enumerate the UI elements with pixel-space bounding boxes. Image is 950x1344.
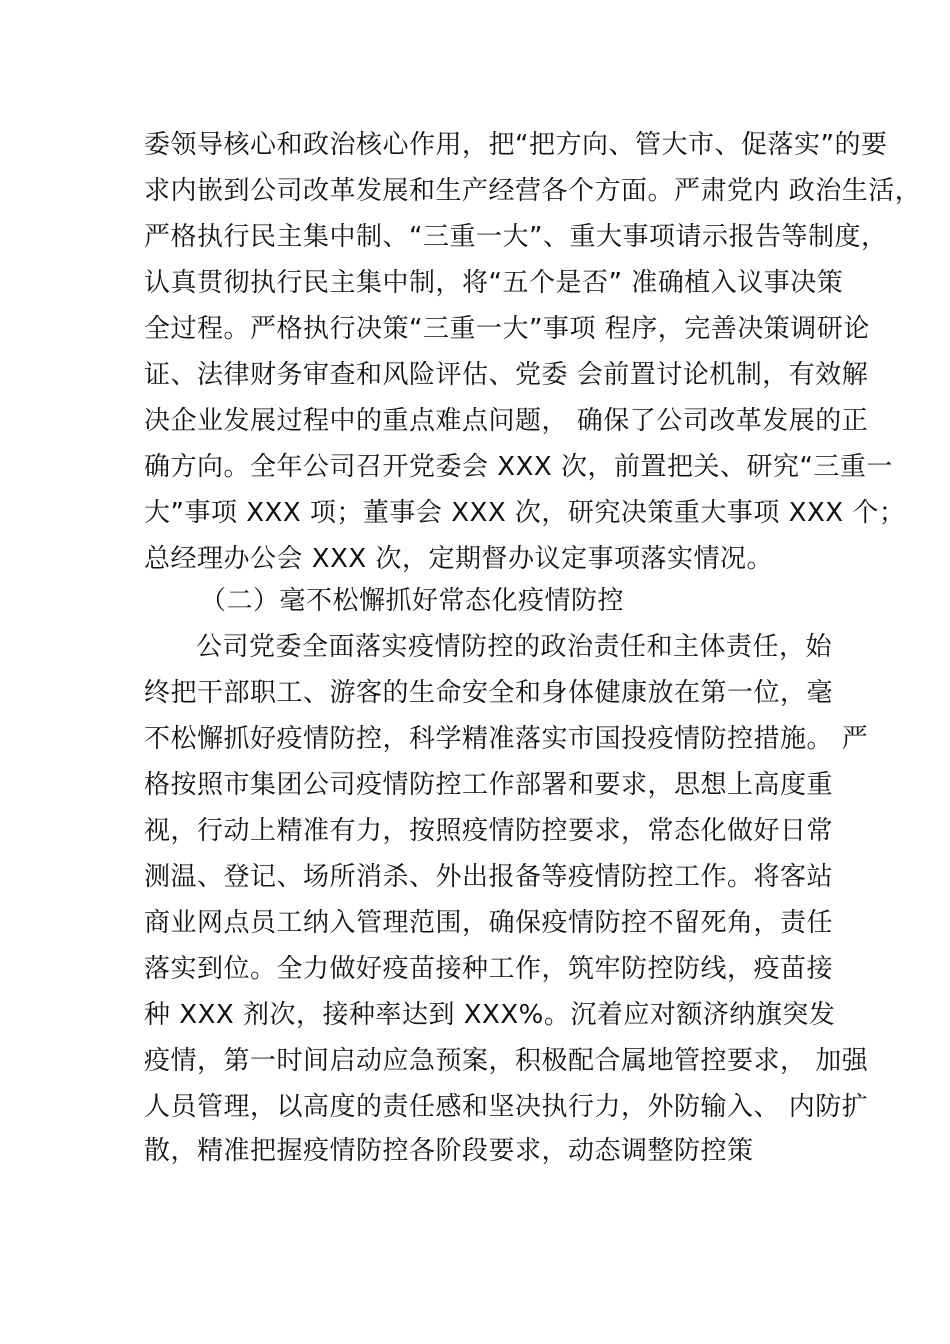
section-heading: （二）毫不松懈抓好常态化疫情防控: [200, 586, 625, 616]
text-line: 疫情，第一时间启动应急预案，积极配合属地管控要求， 加强: [144, 1046, 869, 1076]
text-line: 公司党委全面落实疫情防控的政治责任和主体责任，始: [196, 632, 833, 662]
text-line: 大”事项 XXX 项；董事会 XXX 次，研究决策重大事项 XXX 个；: [144, 498, 906, 528]
text-line: 总经理办公会 XXX 次，定期督办议定事项落实情况。: [144, 544, 773, 574]
text-line: 人员管理，以高度的责任感和坚决执行力，外防输入、 内防扩: [144, 1092, 869, 1122]
text-line: 视，行动上精准有力，按照疫情防控要求，常态化做好日常: [144, 816, 834, 846]
text-line: 格按照市集团公司疫情防控工作部署和要求，思想上高度重: [144, 770, 834, 800]
text-line: 全过程。严格执行决策“三重一大”事项 程序，完善决策调研论: [144, 314, 870, 344]
text-line: 测温、登记、场所消杀、外出报备等疫情防控工作。将客站: [144, 862, 834, 892]
text-line: 散，精准把握疫情防控各阶段要求，动态调整防控策: [144, 1136, 754, 1166]
text-line: 委领导核心和政治核心作用，把“把方向、管大市、促落实”的要: [144, 130, 888, 160]
text-line: 不松懈抓好疫情防控，科学精准落实市国投疫情防控措施。 严: [144, 724, 869, 754]
text-line: 终把干部职工、游客的生命安全和身体健康放在第一位，毫: [144, 678, 834, 708]
text-line: 确方向。全年公司召开党委会 XXX 次，前置把关、研究“三重一: [144, 452, 893, 482]
text-line: 种 XXX 剂次，接种率达到 XXX%。沉着应对额济纳旗突发: [144, 1000, 836, 1030]
text-line: 求内嵌到公司改革发展和生产经营各个方面。严肃党内 政治生活，: [144, 176, 922, 206]
text-line: 商业网点员工纳入管理范围，确保疫情防控不留死角，责任: [144, 908, 834, 938]
text-line: 决企业发展过程中的重点难点问题， 确保了公司改革发展的正: [144, 406, 869, 436]
text-line: 认真贯彻执行民主集中制，将“五个是否” 准确植入议事决策: [144, 268, 844, 298]
text-line: 证、法律财务审查和风险评估、党委 会前置讨论机制，有效解: [144, 360, 869, 390]
text-line: 落实到位。全力做好疫苗接种工作，筑牢防控防线，疫苗接: [144, 954, 834, 984]
text-line: 严格执行民主集中制、“三重一大”、重大事项请示报告等制度，: [144, 222, 888, 252]
